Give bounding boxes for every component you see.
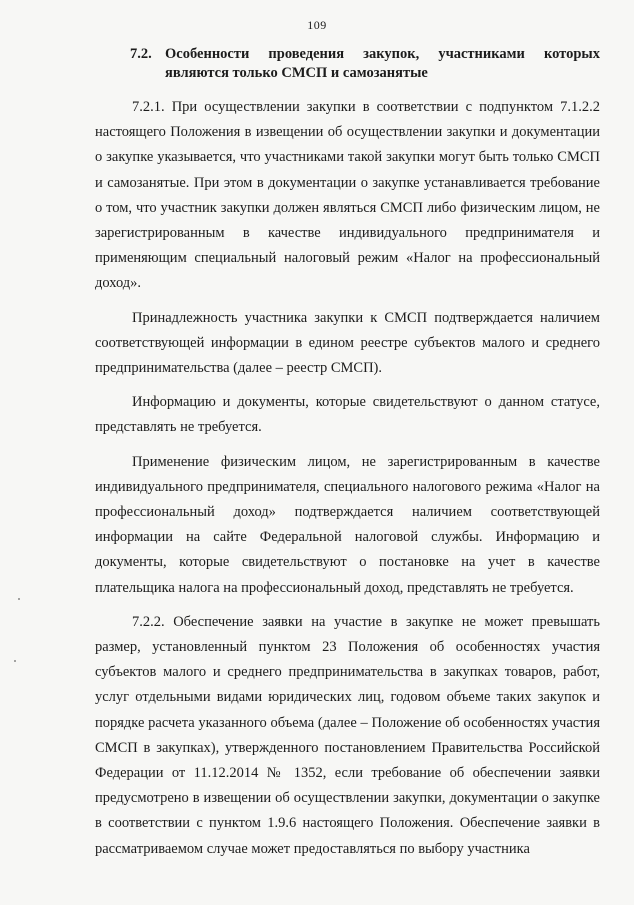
paragraph-self-employed-tax: Применение физическим лицом, не зарегистрированным в качестве индивидуального предпринимателя, специального налогового режима «Налог на профессиональный доход» подтверждается наличием соответствующей информации на сайте Федеральной налоговой службы. Информацию и документы, которые свидетельствуют о постановке на учет в качестве плательщика налога на профессиональный доход, представлять не требуется. — [95, 453, 600, 596]
scan-speck — [18, 598, 20, 600]
document-body — [95, 95, 600, 871]
paragraph-smsp-registry: Принадлежность участника закупки к СМСП подтверждается наличием соответствующей информации в едином реестре субъектов малого и среднего предпринимательства (далее – реестр СМСП). — [95, 309, 600, 377]
section-number: 7.2. — [130, 46, 152, 62]
paragraph-7-2-2: 7.2.2. Обеспечение заявки на участие в закупке не может превышать размер, установленный пунктом 23 Положения об особенностях участия субъектов малого и среднего предпринимательства в закупках товаров, работ, услуг отдельными видами юридических лиц, годовом объеме таких закупок и порядке расчета указанного объема (далее – Положение об особенностях участия СМСП в закупках), утвержденного постановлением Правительства Российской Федерации от 11.12.2014 № 1352, если требование об обеспечении заявки предусмотрено в извещении об осуществлении закупки, документации о закупке в соответствии с пунктом 1.9.6 настоящего Положения. Обеспечение заявки в рассматриваемом случае может предоставляться по выбору участника — [95, 613, 600, 857]
section-title: Особенности проведения закупок, участниками которых являются только СМСП и самозанятые — [165, 46, 600, 81]
scan-speck — [14, 660, 16, 662]
section-heading — [130, 45, 600, 83]
page-number: 109 — [307, 18, 327, 32]
paragraph-documents-not-required: Информацию и документы, которые свидетельствуют о данном статусе, представлять не требуется. — [95, 394, 600, 436]
paragraph-7-2-1: 7.2.1. При осуществлении закупки в соответствии с подпунктом 7.1.2.2 настоящего Положения в извещении об осуществлении закупки и документации о закупке указывается, что участниками такой закупки могут быть только СМСП и самозанятые. При этом в документации о закупке устанавливается требование о том, что участник закупки должен являться СМСП либо физическим лицом, не зарегистрированным в качестве индивидуального предпринимателя и применяющим специальный налоговый режим «Налог на профессиональный доход». — [95, 99, 600, 292]
